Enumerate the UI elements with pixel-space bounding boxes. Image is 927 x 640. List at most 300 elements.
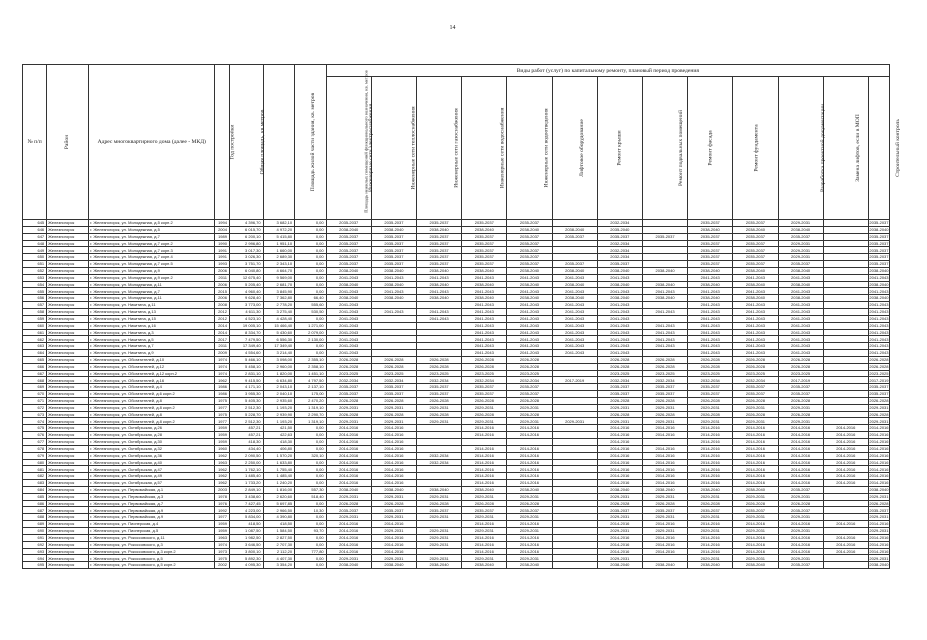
cell-work-13: 2014-2016 xyxy=(869,432,889,438)
cell-work-13: 2014-2016 xyxy=(869,521,889,527)
cell-work-5: 2023-2025 xyxy=(507,370,552,377)
cell-work-3: 2041-2043 xyxy=(417,308,462,315)
cell-work-7: 2014-2016 xyxy=(597,548,642,555)
cell-work-5: 2038-2040 xyxy=(507,226,552,233)
cell-work-8 xyxy=(642,220,687,227)
table-row xyxy=(23,350,890,357)
cell-no: 667 xyxy=(23,370,47,377)
cell-work-4: 2026-2028 xyxy=(462,411,507,418)
cell-work-10: 2035-2037 xyxy=(733,384,778,391)
cell-work-13: 2014-2016 xyxy=(869,459,889,465)
table-row xyxy=(23,466,890,473)
cell-work-3: 2026-2028 xyxy=(417,356,462,363)
cell-work-3 xyxy=(417,425,462,432)
cell-work-13: 2017-2019 xyxy=(869,377,889,383)
cell-living-area: 2 778,20 xyxy=(263,302,295,309)
cell-work-13: 2014-2016 xyxy=(869,446,889,452)
cell-total-area: 3 017,30 xyxy=(229,247,263,254)
cell-work-12 xyxy=(823,295,868,302)
cell-work-8 xyxy=(642,247,687,254)
cell-no: 658 xyxy=(23,308,47,315)
cell-total-area: 6 040,80 xyxy=(229,267,263,274)
cell-work-1: 2035-2037 xyxy=(326,240,371,247)
cell-living-area: 4 407,30 xyxy=(263,555,295,562)
table-row xyxy=(23,507,890,514)
cell-work-13: 2035-2037 xyxy=(869,507,889,513)
cell-work-9: 2014-2016 xyxy=(688,439,733,446)
cell-work-1: 2023-2025 xyxy=(326,370,371,377)
cell-no: 678 xyxy=(23,445,47,452)
cell-work-5: 2029-2031 xyxy=(507,418,552,425)
cell-work-12 xyxy=(823,240,868,247)
cell-work-2: 2014-2016 xyxy=(371,452,416,459)
cell-work-5: 2014-2016 xyxy=(507,432,552,439)
cell-nonliving-area: 2 290,70 xyxy=(295,411,327,418)
cell-work-2 xyxy=(371,322,416,329)
cell-living-area: 15 466,40 xyxy=(263,322,295,329)
cell-nonliving-area: 1 319,10 xyxy=(295,418,327,425)
cell-year: 1963 xyxy=(215,459,230,466)
cell-work-2: 2035-2037 xyxy=(371,220,416,227)
cell-work-10: 2038-2040 xyxy=(733,267,778,274)
cell-year: 1959 xyxy=(215,439,230,446)
cell-work-10: 2029-2031 xyxy=(733,527,778,534)
cell-living-area: 2 343,10 xyxy=(263,261,295,268)
table-row xyxy=(23,274,890,281)
cell-work-9: 2035-2037 xyxy=(688,261,733,268)
cell-work-6 xyxy=(552,445,597,452)
table-row xyxy=(23,425,890,432)
cell-work-1: 2029-2031 xyxy=(326,493,371,500)
cell-work-8: 2023-2025 xyxy=(642,370,687,377)
cell-work-4: 2029-2031 xyxy=(462,514,507,521)
cell-work-7: 2035-2040 xyxy=(597,226,642,233)
cell-work-4: 2035-2037 xyxy=(462,220,507,227)
cell-work-8 xyxy=(642,261,687,268)
cell-work-8: 2038-2040 xyxy=(642,281,687,288)
cell-work-8: 2014-2016 xyxy=(642,473,687,480)
cell-district: Железногорск xyxy=(47,521,89,528)
cell-nonliving-area: 2 470,20 xyxy=(295,397,327,404)
cell-work-8: 2014-2016 xyxy=(642,425,687,432)
cell-address: г. Железногорск, ул. Молодежная, д.7 корп.3 xyxy=(89,247,215,254)
cell-work-6: 2041-2043 xyxy=(552,350,597,357)
cell-work-2: 2035-2037 xyxy=(371,391,416,398)
cell-work-12: 2014-2016 xyxy=(823,480,868,487)
cell-no: 674 xyxy=(23,418,47,425)
cell-nonliving-area: 0,00 xyxy=(295,445,327,452)
cell-district: Железногорск xyxy=(47,220,89,227)
header-work-3: Инженерные сети газоснабжения xyxy=(417,77,462,220)
cell-work-8: 2029-2031 xyxy=(642,418,687,425)
cell-district: Железногорск xyxy=(47,397,89,404)
cell-work-6: 2041-2043 xyxy=(552,308,597,315)
cell-work-9: 2041-2043 xyxy=(688,329,733,336)
cell-year: 1989 xyxy=(215,233,230,240)
cell-work-9: 2029-2031 xyxy=(688,514,733,521)
cell-work-5: 2026-2028 xyxy=(507,356,552,363)
cell-total-area: 3 026,30 xyxy=(229,254,263,261)
cell-work-2: 2026-2028 xyxy=(371,500,416,507)
cell-address: г. Железногорск, ул. Обогатителей, д.8 xyxy=(89,397,215,404)
cell-work-7: 2035-2037 xyxy=(597,507,642,514)
cell-work-11: 2014-2016 xyxy=(778,459,823,466)
header-living-area: Площадь жилой части здания, кв. метров xyxy=(263,65,295,220)
cell-address: г. Железногорск, ул. Никитина, д.9 xyxy=(89,350,215,357)
cell-total-area: 12 675,40 xyxy=(229,274,263,281)
cell-work-9: 2041-2043 xyxy=(688,336,733,343)
cell-work-2: 2035-2037 xyxy=(371,254,416,261)
cell-address: г. Железногорск, ул. Никитина, д.11 xyxy=(89,302,215,309)
cell-work-1: 2038-2040 xyxy=(326,226,371,233)
cell-address: г. Железногорск, ул. Молодежная, д.5 корп.2 xyxy=(89,220,215,227)
cell-work-11: 2035-2037 xyxy=(778,562,823,569)
cell-work-9: 2014-2016 xyxy=(688,445,733,452)
cell-work-7: 2026-2028 xyxy=(597,397,642,404)
cell-work-11: 2041-2043 xyxy=(778,343,823,350)
cell-work-5: 2038-2040 xyxy=(507,295,552,302)
cell-work-7: 2038-2040 xyxy=(597,281,642,288)
cell-total-area: 3 800,10 xyxy=(229,548,263,555)
cell-district: Железногорск xyxy=(47,384,89,391)
cell-living-area: 1 633,80 xyxy=(263,459,295,466)
cell-work-6 xyxy=(552,459,597,466)
cell-year: 2012 xyxy=(215,308,230,315)
cell-work-11: 2029-2031 xyxy=(778,240,823,247)
cell-work-4: 2014-2016 xyxy=(462,473,507,480)
cell-work-1: 2035-2037 xyxy=(326,384,371,391)
cell-no: 686 xyxy=(23,500,47,507)
cell-work-13: 2014-2016 xyxy=(869,541,889,547)
cell-no: 668 xyxy=(23,377,47,384)
cell-address: г. Железногорск, ул. Обогатителей, д.12 xyxy=(89,363,215,370)
cell-work-8: 2026-2028 xyxy=(642,356,687,363)
cell-living-area: 5 415,80 xyxy=(263,233,295,240)
cell-work-8: 2014-2016 xyxy=(642,534,687,541)
cell-work-8 xyxy=(642,350,687,357)
cell-total-area: 2 849,10 xyxy=(229,486,263,493)
cell-address: г. Железногорск, ул. Никитина, д.7 xyxy=(89,343,215,350)
cell-no: 688 xyxy=(23,514,47,521)
cell-work-11: 2026-2028 xyxy=(778,411,823,418)
cell-work-2: 2041-2043 xyxy=(371,274,416,281)
cell-nonliving-area: 0,00 xyxy=(295,226,327,233)
cell-district: Железногорск xyxy=(47,548,89,555)
cell-work-2: 2014-2016 xyxy=(371,432,416,439)
cell-work-2: 2014-2016 xyxy=(371,425,416,432)
cell-work-2: 2035-2037 xyxy=(371,240,416,247)
cell-work-12 xyxy=(823,336,868,343)
cell-nonliving-area: 0,00 xyxy=(295,240,327,247)
cell-work-6: 2041-2043 xyxy=(552,336,597,343)
cell-work-8: 2041-2043 xyxy=(642,329,687,336)
cell-work-1: 2014-2016 xyxy=(326,527,371,534)
cell-work-10: 2038-2040 xyxy=(733,486,778,493)
cell-work-6 xyxy=(552,439,597,446)
cell-work-8 xyxy=(642,226,687,233)
cell-total-area: 5 405,30 xyxy=(229,397,263,404)
cell-work-12 xyxy=(823,562,868,569)
cell-work-11: 2029-2031 xyxy=(778,247,823,254)
cell-nonliving-area: 518,40 xyxy=(295,493,327,500)
cell-work-5: 2026-2028 xyxy=(507,363,552,370)
cell-work-4: 2041-2043 xyxy=(462,302,507,309)
cell-work-6 xyxy=(552,473,597,480)
cell-work-3: 2038-2040 xyxy=(417,267,462,274)
cell-work-5: 2038-2040 xyxy=(507,562,552,569)
cell-work-5: 2041-2043 xyxy=(507,329,552,336)
cell-no: 665 xyxy=(23,356,47,363)
cell-work-9: 2035-2037 xyxy=(688,220,733,227)
cell-no: 651 xyxy=(23,261,47,268)
cell-work-5: 2014-2016 xyxy=(507,548,552,555)
cell-work-12 xyxy=(823,418,868,425)
cell-nonliving-area: 4 797,50 xyxy=(295,377,327,384)
table-row xyxy=(23,562,890,569)
cell-total-area: 3 438,60 xyxy=(229,493,263,500)
cell-work-3: 2035-2037 xyxy=(417,507,462,514)
cell-work-12: 2014-2016 xyxy=(823,534,868,541)
cell-nonliving-area: 1 271,00 xyxy=(295,322,327,329)
cell-work-9: 2029-2031 xyxy=(688,418,733,425)
cell-work-13: 2014-2016 xyxy=(869,466,889,472)
cell-work-9: 2014-2016 xyxy=(688,432,733,439)
cell-work-7: 2032-2034 xyxy=(597,220,642,227)
cell-address: г. Железногорск, ул. Октябрьская, д.26 xyxy=(89,425,215,432)
cell-living-area: 17 349,40 xyxy=(263,343,295,350)
header-address: Адрес многоквартирного дома (далее - МКД) xyxy=(89,65,215,220)
cell-work-8: 2035-2037 xyxy=(642,233,687,240)
cell-nonliving-area: 0,00 xyxy=(295,288,327,295)
cell-district: Железногорск xyxy=(47,404,89,411)
cell-nonliving-area: 0,00 xyxy=(295,233,327,240)
cell-living-area: 3 098,00 xyxy=(263,356,295,363)
cell-work-13: 2014-2016 xyxy=(869,548,889,554)
cell-work-5: 2041-2043 xyxy=(507,308,552,315)
cell-district: Железногорск xyxy=(47,336,89,343)
cell-work-1: 2035-2037 xyxy=(326,233,371,240)
cell-address: г. Железногорск, ул. Октябрьская, д.49 xyxy=(89,473,215,480)
cell-no: 648 xyxy=(23,240,47,247)
cell-no: 685 xyxy=(23,493,47,500)
cell-work-2: 2014-2016 xyxy=(371,548,416,555)
cell-work-7: 2026-2028 xyxy=(597,500,642,507)
cell-work-4: 2014-2016 xyxy=(462,534,507,541)
cell-work-10: 2038-2040 xyxy=(733,295,778,302)
cell-work-3: 2041-2043 xyxy=(417,288,462,295)
cell-address: г. Железногорск, ул. Пионерская, д.5 xyxy=(89,527,215,534)
cell-address: г. Железногорск, ул. Рокоссовского, д.5 xyxy=(89,555,215,562)
cell-work-8: 2029-2031 xyxy=(642,493,687,500)
table-row xyxy=(23,377,890,384)
cell-year: 1962 xyxy=(215,480,230,487)
cell-district: Железногорск xyxy=(47,527,89,534)
cell-address: г. Железногорск, ул. Первомайская, д.3 xyxy=(89,493,215,500)
cell-work-7: 2029-2031 xyxy=(597,418,642,425)
cell-living-area: 9 569,00 xyxy=(263,274,295,281)
cell-district: Железногорск xyxy=(47,363,89,370)
cell-work-8: 2014-2016 xyxy=(642,541,687,548)
cell-work-8 xyxy=(642,315,687,322)
cell-work-12 xyxy=(823,391,868,398)
cell-work-12 xyxy=(823,411,868,418)
cell-total-area: 9 415,50 xyxy=(229,377,263,384)
cell-work-1: 2029-2031 xyxy=(326,418,371,425)
cell-address: г. Железногорск, ул. Обогатителей, д.8 корп.2 xyxy=(89,418,215,425)
cell-work-9: 2038-2040 xyxy=(688,295,733,302)
cell-address: г. Железногорск, ул. Обогатителей, д.8 корп.2 xyxy=(89,404,215,411)
cell-living-area: 4 390,80 xyxy=(263,514,295,521)
cell-work-3: 2029-2031 xyxy=(417,555,462,562)
cell-total-area: 2 090,50 xyxy=(229,452,263,459)
cell-work-4: 2041-2043 xyxy=(462,274,507,281)
cell-work-8: 2014-2016 xyxy=(642,432,687,439)
cell-address: г. Железногорск, ул. Октябрьская, д.57 xyxy=(89,480,215,487)
cell-district: Железногорск xyxy=(47,343,89,350)
cell-total-area: 7 479,50 xyxy=(229,336,263,343)
cell-work-12: 2014-2016 xyxy=(823,439,868,446)
cell-work-7: 2014-2016 xyxy=(597,541,642,548)
cell-work-12 xyxy=(823,363,868,370)
cell-year: 1974 xyxy=(215,370,230,377)
cell-work-12 xyxy=(823,247,868,254)
table-body xyxy=(23,220,890,569)
cell-work-6 xyxy=(552,480,597,487)
cell-no: 675 xyxy=(23,425,47,432)
table-row xyxy=(23,534,890,541)
cell-living-area: 2 689,30 xyxy=(263,254,295,261)
cell-work-3 xyxy=(417,480,462,487)
cell-address: г. Железногорск, ул. Обогатителей, д.12 корп.2 xyxy=(89,370,215,377)
cell-work-6 xyxy=(552,404,597,411)
cell-work-6: 2017-2019 xyxy=(552,377,597,384)
cell-no: 689 xyxy=(23,521,47,528)
cell-work-9: 2041-2043 xyxy=(688,350,733,357)
cell-work-12 xyxy=(823,350,868,357)
cell-work-12 xyxy=(823,377,868,384)
cell-total-area: 457,21 xyxy=(229,432,263,439)
table-row xyxy=(23,555,890,562)
table-row xyxy=(23,322,890,329)
cell-work-2: 2014-2016 xyxy=(371,534,416,541)
cell-work-5: 2014-2016 xyxy=(507,541,552,548)
cell-work-4: 2038-2040 xyxy=(462,267,507,274)
cell-work-9: 2038-2040 xyxy=(688,226,733,233)
cell-work-10: 2014-2016 xyxy=(733,473,778,480)
table-row xyxy=(23,247,890,254)
cell-work-8: 2014-2016 xyxy=(642,445,687,452)
cell-no: 695 xyxy=(23,562,47,569)
cell-nonliving-area: 0,00 xyxy=(295,562,327,569)
cell-living-area: 1 240,20 xyxy=(263,480,295,487)
cell-no: 694 xyxy=(23,555,47,562)
cell-no: 661 xyxy=(23,329,47,336)
cell-work-12 xyxy=(823,486,868,493)
cell-work-7: 2041-2043 xyxy=(597,288,642,295)
cell-work-4: 2014-2016 xyxy=(462,521,507,528)
cell-work-10: 2014-2016 xyxy=(733,452,778,459)
cell-year: 2009 xyxy=(215,350,230,357)
cell-no: 660 xyxy=(23,322,47,329)
cell-living-area: 418,30 xyxy=(263,439,295,446)
cell-work-1: 2029-2031 xyxy=(326,555,371,562)
cell-no: 673 xyxy=(23,411,47,418)
cell-year: 1986 xyxy=(215,384,230,391)
cell-work-12 xyxy=(823,220,868,227)
cell-work-10: 2014-2016 xyxy=(733,521,778,528)
cell-district: Железногорск xyxy=(47,425,89,432)
cell-work-5: 2041-2043 xyxy=(507,336,552,343)
cell-address: г. Железногорск, ул. Никитина, д.16 xyxy=(89,322,215,329)
table-row xyxy=(23,254,890,261)
cell-work-1: 2014-2016 xyxy=(326,480,371,487)
cell-work-13: 2038-2040 xyxy=(869,295,889,301)
cell-work-2: 2026-2028 xyxy=(371,363,416,370)
cell-work-8: 2014-2016 xyxy=(642,521,687,528)
header-work-10: Ремонт фундамента xyxy=(733,77,778,220)
cell-work-2: 2029-2031 xyxy=(371,514,416,521)
cell-work-9: 2026-2028 xyxy=(688,500,733,507)
cell-work-9: 2041-2043 xyxy=(688,308,733,315)
cell-work-1: 2041-2043 xyxy=(326,322,371,329)
cell-nonliving-area: 0,00 xyxy=(295,439,327,446)
cell-work-7: 2014-2016 xyxy=(597,473,642,480)
cell-total-area: 6 200,10 xyxy=(229,233,263,240)
cell-work-1: 2038-2040 xyxy=(326,486,371,493)
cell-work-1: 2014-2016 xyxy=(326,445,371,452)
cell-work-2: 2038-2040 xyxy=(371,562,416,569)
cell-work-8: 2014-2016 xyxy=(642,459,687,466)
cell-nonliving-area: 0,00 xyxy=(295,514,327,521)
cell-nonliving-area: 2 355,10 xyxy=(295,356,327,363)
cell-no: 692 xyxy=(23,541,47,548)
cell-work-12: 2014-2016 xyxy=(823,466,868,473)
header-no: № п/п xyxy=(23,65,47,220)
cell-no: 664 xyxy=(23,350,47,357)
cell-work-8: 2014-2016 xyxy=(642,548,687,555)
cell-work-13: 2014-2016 xyxy=(869,452,889,458)
cell-work-3 xyxy=(417,322,462,329)
cell-work-1: 2014-2016 xyxy=(326,548,371,555)
cell-work-11: 2029-2031 xyxy=(778,254,823,261)
cell-work-3: 2035-2037 xyxy=(417,391,462,398)
cell-district: Железногорск xyxy=(47,302,89,309)
cell-work-11: 2014-2016 xyxy=(778,425,823,432)
cell-work-5: 2035-2037 xyxy=(507,384,552,391)
cell-work-5: 2038-2040 xyxy=(507,486,552,493)
cell-work-6 xyxy=(552,370,597,377)
table-row xyxy=(23,452,890,459)
cell-work-9: 2014-2016 xyxy=(688,466,733,473)
cell-work-9: 2014-2016 xyxy=(688,480,733,487)
cell-work-7: 2041-2043 xyxy=(597,315,642,322)
table-row xyxy=(23,514,890,521)
cell-total-area: 5 892,30 xyxy=(229,555,263,562)
table-row xyxy=(23,397,890,404)
cell-total-area: 5 834,00 xyxy=(229,514,263,521)
cell-work-11: 2014-2016 xyxy=(778,480,823,487)
cell-work-8 xyxy=(642,254,687,261)
cell-living-area: 1 660,00 xyxy=(263,247,295,254)
cell-work-13: 2041-2043 xyxy=(869,315,889,321)
cell-work-9: 2035-2037 xyxy=(688,254,733,261)
cell-work-7: 2014-2016 xyxy=(597,534,642,541)
cell-work-5: 2014-2016 xyxy=(507,521,552,528)
cell-work-13: 2023-2025 xyxy=(869,370,889,376)
cell-district: Железногорск xyxy=(47,541,89,548)
cell-nonliving-area: 0,00 xyxy=(295,432,327,439)
cell-work-7: 2035-2037 xyxy=(597,261,642,268)
